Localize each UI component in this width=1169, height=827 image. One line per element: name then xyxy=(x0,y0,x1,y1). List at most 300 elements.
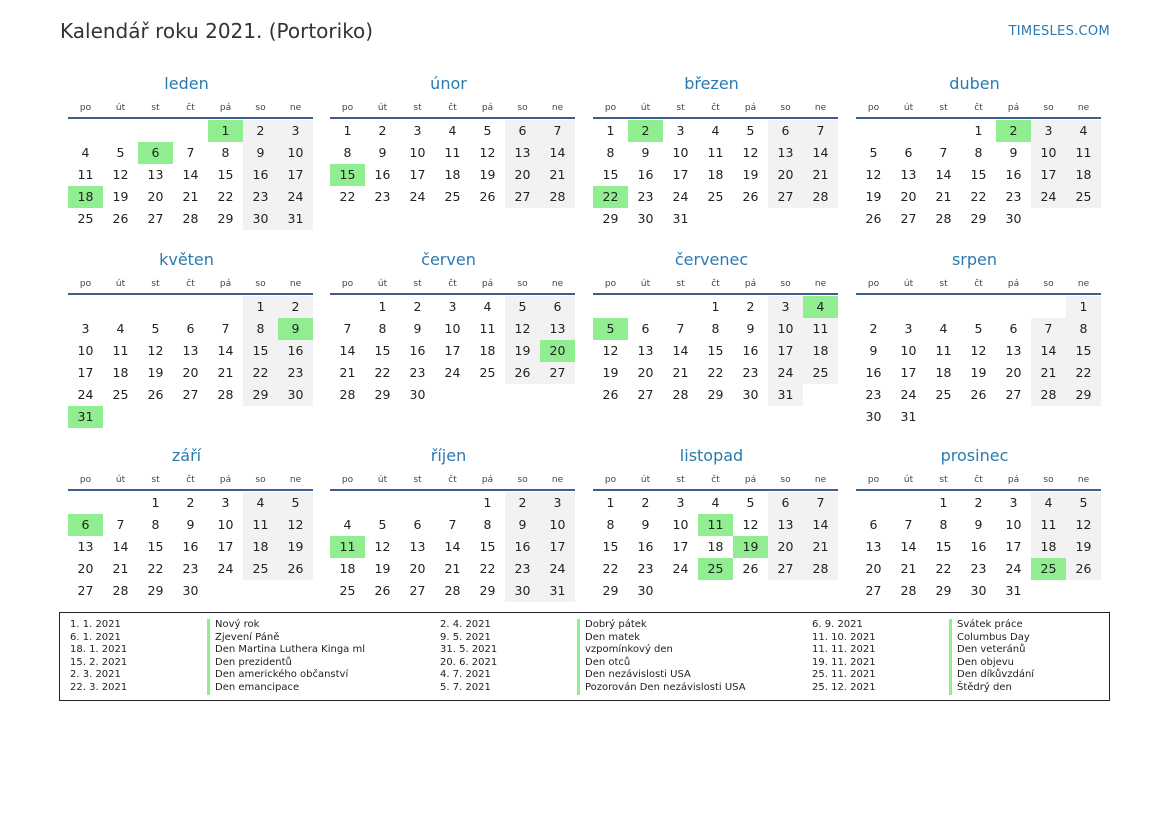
day-cell: 4 xyxy=(243,492,278,514)
weekday-label: po xyxy=(341,103,354,113)
day-cell: 2 xyxy=(505,492,540,514)
day-cell: 14 xyxy=(339,343,356,358)
legend-date: 4. 7. 2021 xyxy=(440,669,491,681)
day-cell: 3 xyxy=(413,123,422,138)
legend-name: Den objevu xyxy=(949,657,1014,670)
holiday-day-cell: 11 xyxy=(330,536,365,558)
day-cell: 29 xyxy=(243,384,278,406)
legend-date: 2. 3. 2021 xyxy=(70,669,121,681)
day-cell: 22 xyxy=(602,561,619,576)
day-cell: 6 xyxy=(505,120,540,142)
weekday-label: st xyxy=(939,103,948,113)
day-cell: 30 xyxy=(243,208,278,230)
day-cell: 19 xyxy=(602,365,619,380)
day-cell: 12 xyxy=(505,318,540,340)
day-cell: 23 xyxy=(505,558,540,580)
legend-item xyxy=(60,657,292,670)
month-září xyxy=(68,445,313,602)
day-cell: 29 xyxy=(602,211,619,226)
day-cell: 30 xyxy=(505,580,540,602)
day-cell: 29 xyxy=(707,387,724,402)
day-cell: 3 xyxy=(81,321,90,336)
day-cell: 21 xyxy=(803,164,838,186)
day-cell: 18 xyxy=(1031,536,1066,558)
weekday-label: út xyxy=(640,279,651,289)
day-cell: 6 xyxy=(869,517,878,532)
day-cell: 23 xyxy=(865,387,882,402)
day-cell: 11 xyxy=(707,145,724,160)
day-cell: 30 xyxy=(865,409,882,424)
day-cell: 13 xyxy=(182,343,199,358)
day-cell: 2 xyxy=(413,299,422,314)
day-cell: 17 xyxy=(1031,164,1066,186)
empty-cell xyxy=(996,296,1031,318)
header-rule xyxy=(593,489,838,491)
day-cell: 18 xyxy=(707,167,724,182)
day-cell: 25 xyxy=(339,583,356,598)
day-cell: 23 xyxy=(182,561,199,576)
day-cell: 20 xyxy=(77,561,94,576)
day-cell: 11 xyxy=(77,167,94,182)
day-cell: 12 xyxy=(112,167,129,182)
day-cell: 10 xyxy=(444,321,461,336)
day-cell: 25 xyxy=(479,365,496,380)
day-cell: 15 xyxy=(1066,340,1101,362)
day-cell: 26 xyxy=(479,189,496,204)
weekday-label: út xyxy=(903,279,914,289)
day-cell: 25 xyxy=(707,189,724,204)
day-cell: 11 xyxy=(803,318,838,340)
day-cell: 7 xyxy=(803,492,838,514)
holiday-day-cell: 15 xyxy=(330,164,365,186)
day-cell: 15 xyxy=(243,340,278,362)
day-cell: 25 xyxy=(243,558,278,580)
empty-cell xyxy=(68,296,103,318)
legend-name: Svátek práce xyxy=(949,619,1023,632)
day-cell: 24 xyxy=(409,189,426,204)
weekday-label: po xyxy=(604,279,617,289)
day-cell: 4 xyxy=(1066,120,1101,142)
day-cell: 8 xyxy=(151,517,160,532)
day-cell: 2 xyxy=(378,123,387,138)
month-name: listopad xyxy=(679,446,744,465)
weekday-label: čt xyxy=(448,103,457,113)
day-cell: 26 xyxy=(112,211,129,226)
day-cell: 10 xyxy=(1005,517,1022,532)
holiday-day-cell: 4 xyxy=(803,296,838,318)
weekday-label: ne xyxy=(1077,103,1090,113)
weekday-label: ne xyxy=(814,279,827,289)
day-cell: 7 xyxy=(939,145,948,160)
legend-item xyxy=(430,632,640,645)
empty-cell xyxy=(663,296,698,318)
legend-item xyxy=(802,619,1023,632)
weekday-label: čt xyxy=(974,475,983,485)
day-cell: 27 xyxy=(505,186,540,208)
legend-date: 20. 6. 2021 xyxy=(440,656,498,668)
weekday-label: ne xyxy=(1077,475,1090,485)
day-cell: 25 xyxy=(1066,186,1101,208)
day-cell: 7 xyxy=(803,120,838,142)
day-cell: 31 xyxy=(672,211,689,226)
day-cell: 14 xyxy=(444,539,461,554)
day-cell: 14 xyxy=(672,343,689,358)
day-cell: 21 xyxy=(444,561,461,576)
page-title: Kalendář roku 2021. (Portoriko) xyxy=(60,19,374,43)
day-cell: 8 xyxy=(221,145,230,160)
month-duben xyxy=(856,73,1101,230)
day-cell: 23 xyxy=(742,365,759,380)
day-cell: 28 xyxy=(217,387,234,402)
month-srpen xyxy=(856,249,1101,428)
day-cell: 26 xyxy=(505,362,540,384)
weekday-label: so xyxy=(780,103,791,113)
day-cell: 1 xyxy=(151,495,160,510)
legend-name: Den nezávislosti USA xyxy=(577,669,691,682)
day-cell: 13 xyxy=(900,167,917,182)
day-cell: 6 xyxy=(1009,321,1018,336)
day-cell: 22 xyxy=(935,561,952,576)
day-cell: 18 xyxy=(1066,164,1101,186)
day-cell: 23 xyxy=(637,189,654,204)
day-cell: 6 xyxy=(413,517,422,532)
day-cell: 8 xyxy=(243,318,278,340)
day-cell: 30 xyxy=(409,387,426,402)
day-cell: 31 xyxy=(1005,583,1022,598)
legend-item xyxy=(430,619,647,632)
empty-cell xyxy=(330,296,365,318)
day-cell: 12 xyxy=(278,514,313,536)
day-cell: 22 xyxy=(147,561,164,576)
day-cell: 27 xyxy=(900,211,917,226)
day-cell: 25 xyxy=(444,189,461,204)
day-cell: 16 xyxy=(1005,167,1022,182)
weekday-label: so xyxy=(1043,279,1054,289)
day-cell: 21 xyxy=(935,189,952,204)
day-cell: 2 xyxy=(243,120,278,142)
day-cell: 16 xyxy=(243,164,278,186)
day-cell: 5 xyxy=(1066,492,1101,514)
month-leden xyxy=(68,73,313,230)
day-cell: 4 xyxy=(81,145,90,160)
day-cell: 16 xyxy=(278,340,313,362)
legend-date: 9. 5. 2021 xyxy=(440,631,491,643)
weekday-label: st xyxy=(413,103,422,113)
day-cell: 16 xyxy=(970,539,987,554)
weekday-label: st xyxy=(413,279,422,289)
weekday-header xyxy=(856,471,1101,489)
day-cell: 24 xyxy=(1031,186,1066,208)
day-cell: 27 xyxy=(540,362,575,384)
day-cell: 28 xyxy=(803,558,838,580)
day-grid xyxy=(68,296,313,428)
day-cell: 7 xyxy=(448,517,457,532)
weekday-label: ne xyxy=(814,475,827,485)
legend-date: 31. 5. 2021 xyxy=(440,644,498,656)
day-cell: 24 xyxy=(900,387,917,402)
day-cell: 20 xyxy=(768,164,803,186)
day-cell: 21 xyxy=(339,365,356,380)
day-cell: 15 xyxy=(935,539,952,554)
holiday-day-cell: 20 xyxy=(540,340,575,362)
day-cell: 11 xyxy=(112,343,129,358)
day-cell: 6 xyxy=(186,321,195,336)
day-grid xyxy=(856,120,1101,230)
day-cell: 16 xyxy=(637,539,654,554)
empty-cell xyxy=(628,296,663,318)
site-link[interactable]: TIMESLES.COM xyxy=(1008,24,1110,39)
day-cell: 12 xyxy=(602,343,619,358)
day-cell: 8 xyxy=(378,321,387,336)
legend-date: 18. 1. 2021 xyxy=(70,644,128,656)
weekday-label: so xyxy=(517,475,528,485)
empty-cell xyxy=(856,492,891,514)
weekday-label: so xyxy=(517,103,528,113)
day-cell: 4 xyxy=(483,299,492,314)
day-cell: 21 xyxy=(672,365,689,380)
day-cell: 8 xyxy=(483,517,492,532)
day-cell: 3 xyxy=(221,495,230,510)
day-cell: 1 xyxy=(343,123,352,138)
month-listopad xyxy=(593,445,838,602)
weekday-label: čt xyxy=(448,475,457,485)
day-cell: 5 xyxy=(116,145,125,160)
day-cell: 7 xyxy=(116,517,125,532)
weekday-label: st xyxy=(676,475,685,485)
day-cell: 3 xyxy=(448,299,457,314)
weekday-label: ne xyxy=(814,103,827,113)
day-cell: 14 xyxy=(540,142,575,164)
legend-item xyxy=(60,644,365,657)
legend-date: 6. 1. 2021 xyxy=(70,631,121,643)
weekday-label: po xyxy=(79,279,92,289)
day-cell: 27 xyxy=(147,211,164,226)
month-name: červen xyxy=(421,250,476,269)
empty-cell xyxy=(891,296,926,318)
day-grid xyxy=(330,492,575,602)
day-cell: 31 xyxy=(768,384,803,406)
empty-cell xyxy=(435,492,470,514)
day-cell: 25 xyxy=(803,362,838,384)
empty-cell xyxy=(103,492,138,514)
day-cell: 10 xyxy=(672,145,689,160)
month-name: srpen xyxy=(951,250,998,269)
day-cell: 16 xyxy=(505,536,540,558)
day-cell: 4 xyxy=(116,321,125,336)
day-cell: 17 xyxy=(77,365,94,380)
day-cell: 27 xyxy=(77,583,94,598)
day-cell: 20 xyxy=(900,189,917,204)
month-březen xyxy=(593,73,838,230)
weekday-header xyxy=(68,275,313,293)
day-cell: 9 xyxy=(746,321,755,336)
legend-item xyxy=(802,632,1030,645)
day-cell: 27 xyxy=(865,583,882,598)
empty-cell xyxy=(926,296,961,318)
day-cell: 3 xyxy=(540,492,575,514)
weekday-label: ne xyxy=(289,475,302,485)
day-cell: 26 xyxy=(742,189,759,204)
day-cell: 28 xyxy=(540,186,575,208)
day-cell: 9 xyxy=(505,514,540,536)
holiday-day-cell: 22 xyxy=(593,186,628,208)
day-cell: 10 xyxy=(77,343,94,358)
day-grid xyxy=(593,296,838,406)
day-cell: 31 xyxy=(900,409,917,424)
day-cell: 20 xyxy=(182,365,199,380)
empty-cell xyxy=(593,296,628,318)
day-cell: 24 xyxy=(672,189,689,204)
day-cell: 17 xyxy=(1005,539,1022,554)
holiday-day-cell: 2 xyxy=(996,120,1031,142)
day-cell: 2 xyxy=(746,299,755,314)
day-cell: 7 xyxy=(1031,318,1066,340)
day-cell: 21 xyxy=(112,561,129,576)
empty-cell xyxy=(891,120,926,142)
weekday-label: út xyxy=(640,103,651,113)
weekday-header xyxy=(68,471,313,489)
weekday-label: st xyxy=(413,475,422,485)
day-cell: 16 xyxy=(409,343,426,358)
day-cell: 4 xyxy=(1031,492,1066,514)
day-cell: 11 xyxy=(1031,514,1066,536)
day-cell: 2 xyxy=(974,495,983,510)
legend-item xyxy=(430,669,691,682)
day-cell: 10 xyxy=(409,145,426,160)
legend-item xyxy=(430,682,746,695)
weekday-label: st xyxy=(676,279,685,289)
day-cell: 5 xyxy=(505,296,540,318)
empty-cell xyxy=(68,120,103,142)
legend-date: 2. 4. 2021 xyxy=(440,619,491,630)
day-cell: 14 xyxy=(112,539,129,554)
day-cell: 14 xyxy=(803,514,838,536)
day-cell: 30 xyxy=(182,583,199,598)
day-grid xyxy=(68,120,313,230)
weekday-label: út xyxy=(377,279,388,289)
weekday-label: pá xyxy=(1007,279,1020,289)
day-cell: 25 xyxy=(935,387,952,402)
day-cell: 6 xyxy=(768,120,803,142)
day-cell: 27 xyxy=(409,583,426,598)
day-cell: 12 xyxy=(479,145,496,160)
day-cell: 24 xyxy=(672,561,689,576)
day-cell: 2 xyxy=(641,495,650,510)
day-cell: 5 xyxy=(278,492,313,514)
day-cell: 19 xyxy=(374,561,391,576)
day-cell: 23 xyxy=(278,362,313,384)
day-cell: 15 xyxy=(602,167,619,182)
day-cell: 14 xyxy=(803,142,838,164)
legend-item xyxy=(60,669,348,682)
day-cell: 1 xyxy=(243,296,278,318)
day-cell: 17 xyxy=(278,164,313,186)
day-cell: 23 xyxy=(409,365,426,380)
day-cell: 7 xyxy=(221,321,230,336)
weekday-label: st xyxy=(676,103,685,113)
day-cell: 18 xyxy=(803,340,838,362)
holiday-day-cell: 31 xyxy=(68,406,103,428)
day-cell: 16 xyxy=(742,343,759,358)
weekday-label: út xyxy=(640,475,651,485)
weekday-label: st xyxy=(151,475,160,485)
legend-name: Den prezidentů xyxy=(207,657,292,670)
day-cell: 18 xyxy=(112,365,129,380)
day-cell: 26 xyxy=(1066,558,1101,580)
empty-cell xyxy=(961,296,996,318)
day-cell: 3 xyxy=(904,321,913,336)
day-cell: 10 xyxy=(900,343,917,358)
day-cell: 16 xyxy=(374,167,391,182)
day-cell: 15 xyxy=(602,539,619,554)
weekday-label: pá xyxy=(219,103,232,113)
day-cell: 24 xyxy=(768,362,803,384)
day-cell: 5 xyxy=(746,495,755,510)
legend-name: Den amerického občanství xyxy=(207,669,348,682)
day-cell: 1 xyxy=(606,123,615,138)
day-cell: 11 xyxy=(1066,142,1101,164)
weekday-header xyxy=(330,99,575,117)
month-name: červenec xyxy=(674,250,749,269)
weekday-header xyxy=(593,99,838,117)
day-grid xyxy=(330,120,575,208)
weekday-label: čt xyxy=(448,279,457,289)
day-cell: 7 xyxy=(904,517,913,532)
day-cell: 1 xyxy=(939,495,948,510)
weekday-header xyxy=(593,471,838,489)
day-cell: 17 xyxy=(217,539,234,554)
legend-date: 6. 9. 2021 xyxy=(812,619,863,630)
day-cell: 30 xyxy=(278,384,313,406)
weekday-label: pá xyxy=(219,475,232,485)
day-cell: 12 xyxy=(147,343,164,358)
day-cell: 3 xyxy=(768,296,803,318)
header-rule xyxy=(68,489,313,491)
day-cell: 14 xyxy=(1031,340,1066,362)
weekday-label: pá xyxy=(1007,475,1020,485)
day-cell: 12 xyxy=(374,539,391,554)
legend-name: Columbus Day xyxy=(949,632,1030,645)
weekday-label: pá xyxy=(481,279,494,289)
empty-cell xyxy=(173,120,208,142)
day-cell: 1 xyxy=(711,299,720,314)
day-cell: 12 xyxy=(970,343,987,358)
day-cell: 14 xyxy=(935,167,952,182)
day-cell: 19 xyxy=(742,167,759,182)
empty-cell xyxy=(103,120,138,142)
day-cell: 10 xyxy=(1031,142,1066,164)
legend-item xyxy=(802,669,1034,682)
day-cell: 20 xyxy=(865,561,882,576)
holiday-day-cell: 5 xyxy=(593,318,628,340)
header-rule xyxy=(330,293,575,295)
weekday-label: so xyxy=(255,475,266,485)
legend-name: Den matek xyxy=(577,632,640,645)
day-cell: 9 xyxy=(413,321,422,336)
weekday-label: po xyxy=(341,279,354,289)
day-cell: 7 xyxy=(186,145,195,160)
day-cell: 4 xyxy=(711,495,720,510)
weekday-label: pá xyxy=(744,475,757,485)
weekday-label: so xyxy=(780,475,791,485)
day-cell: 21 xyxy=(803,536,838,558)
empty-cell xyxy=(400,492,435,514)
legend-name: Zjevení Páně xyxy=(207,632,279,645)
day-cell: 29 xyxy=(970,211,987,226)
day-cell: 22 xyxy=(1066,362,1101,384)
day-cell: 27 xyxy=(768,186,803,208)
header-rule xyxy=(856,117,1101,119)
